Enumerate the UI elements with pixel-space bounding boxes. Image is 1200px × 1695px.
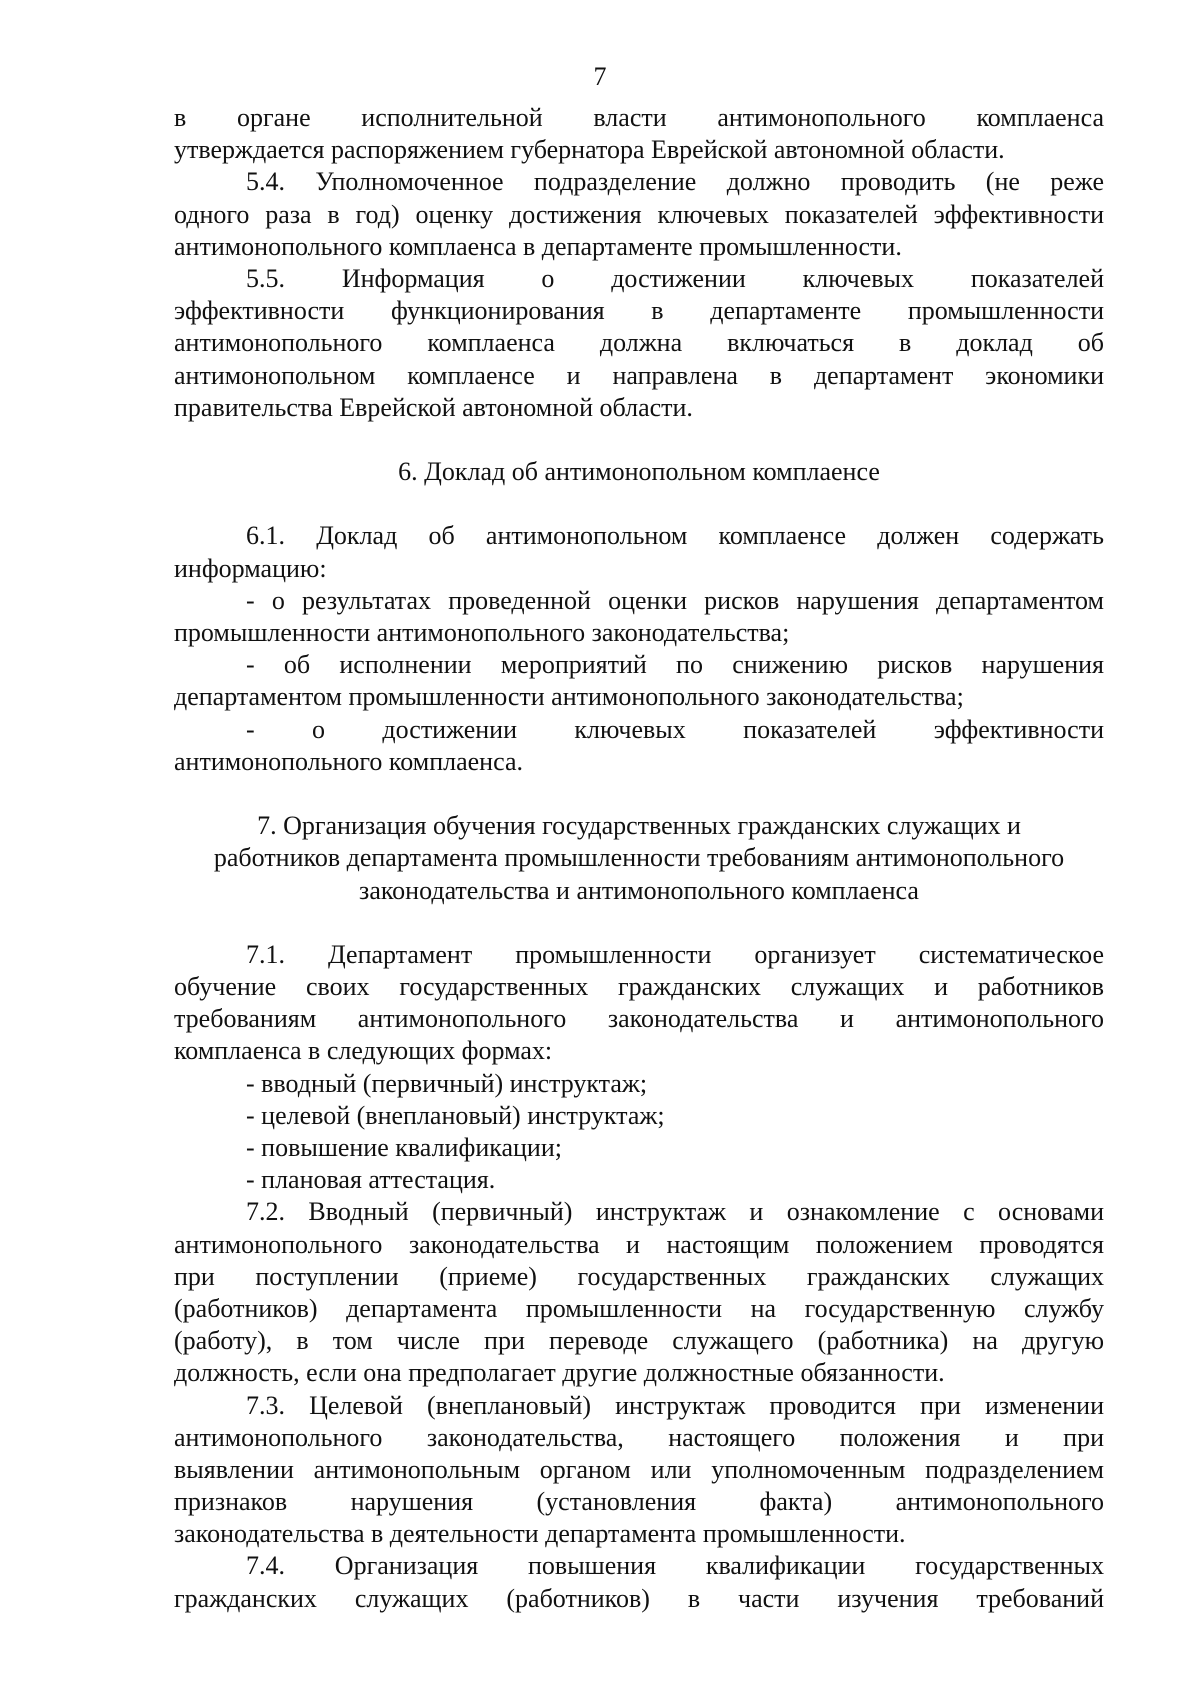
text-line: 5.4. Уполномоченное подразделение должно проводить (не реже <box>246 167 1104 197</box>
blank-line <box>174 488 1104 520</box>
text-line: (работу), в том числе при переводе служащего (работника) на другую <box>174 1326 1104 1356</box>
text-line: утверждается распоряжением губернатора Еврейской автономной области. <box>174 135 1005 165</box>
section-heading-line: работников департамента промышленности требованиям антимонопольного <box>213 843 1065 873</box>
text-line: 7.4. Организация повышения квалификации государственных <box>246 1551 1104 1581</box>
text-line: - об исполнении мероприятий по снижению рисков нарушения <box>246 650 1104 680</box>
text-line: требованиям антимонопольного законодательства и антимонопольного <box>174 1004 1104 1034</box>
text-line: комплаенса в следующих формах: <box>174 1036 553 1066</box>
text-line: антимонопольного комплаенса должна включаться в доклад об <box>174 328 1104 358</box>
text-line: обучение своих государственных гражданских служащих и работников <box>174 972 1104 1002</box>
text-line: в органе исполнительной власти антимонопольного комплаенса <box>174 103 1104 132</box>
text-line: выявлении антимонопольным органом или уполномоченным подразделением <box>174 1454 1104 1484</box>
section-heading-line: 6. Доклад об антимонопольном комплаенсе <box>398 457 880 487</box>
text-line: при поступлении (приеме) государственных гражданских служащих <box>174 1261 1104 1291</box>
text-line: - вводный (первичный) инструктаж; <box>246 1068 648 1098</box>
text-line: антимонопольного законодательства и настоящим положением проводятся <box>174 1229 1104 1259</box>
text-line: антимонопольного комплаенса в департаменте промышленности. <box>174 231 902 261</box>
text-line: правительства Еврейской автономной области. <box>174 392 693 422</box>
text-line: департаментом промышленности антимонопольного законодательства; <box>174 682 964 712</box>
text-line: антимонопольного комплаенса. <box>174 746 523 776</box>
text-line: антимонопольного законодательства, настоящего положения и при <box>174 1422 1104 1452</box>
text-line: промышленности антимонопольного законодательства; <box>174 618 790 647</box>
page-number: 7 <box>593 62 607 91</box>
text-line: информацию: <box>174 553 327 583</box>
blank-line <box>174 907 1104 939</box>
document-body <box>174 102 1104 1615</box>
blank-line <box>174 424 1104 456</box>
text-line: 5.5. Информация о достижении ключевых показателей <box>246 263 1104 293</box>
text-line: - целевой (внеплановый) инструктаж; <box>246 1100 665 1130</box>
section-heading-line: 7. Организация обучения государственных гражданских служащих и <box>257 811 1021 841</box>
text-line: гражданских служащих (работников) в части изучения требований <box>174 1583 1104 1613</box>
section-heading-line: законодательства и антимонопольного комплаенса <box>359 875 919 905</box>
text-line: - о достижении ключевых показателей эффективности <box>246 714 1104 744</box>
text-line: антимонопольном комплаенсе и направлена в департамент экономики <box>174 360 1104 390</box>
text-line: 6.1. Доклад об антимонопольном комплаенсе должен содержать <box>246 521 1104 551</box>
text-line: - плановая аттестация. <box>246 1165 496 1195</box>
blank-line <box>174 778 1104 810</box>
text-line: - о результатах проведенной оценки рисков нарушения департаментом <box>246 585 1104 615</box>
text-line: признаков нарушения (установления факта) антимонопольного <box>174 1487 1104 1517</box>
text-line: (работников) департамента промышленности на государственную службу <box>174 1293 1104 1323</box>
text-line: 7.1. Департамент промышленности организует систематическое <box>246 939 1104 969</box>
text-line: одного раза в год) оценку достижения ключевых показателей эффективности <box>174 199 1104 229</box>
text-line: законодательства в деятельности департамента промышленности. <box>174 1519 906 1549</box>
text-line: 7.3. Целевой (внеплановый) инструктаж проводится при изменении <box>246 1390 1104 1420</box>
text-line: эффективности функционирования в департаменте промышленности <box>174 296 1104 326</box>
text-line: - повышение квалификации; <box>246 1133 562 1162</box>
text-line: 7.2. Вводный (первичный) инструктаж и ознакомление с основами <box>246 1197 1104 1227</box>
text-line: должность, если она предполагает другие должностные обязанности. <box>174 1358 945 1388</box>
